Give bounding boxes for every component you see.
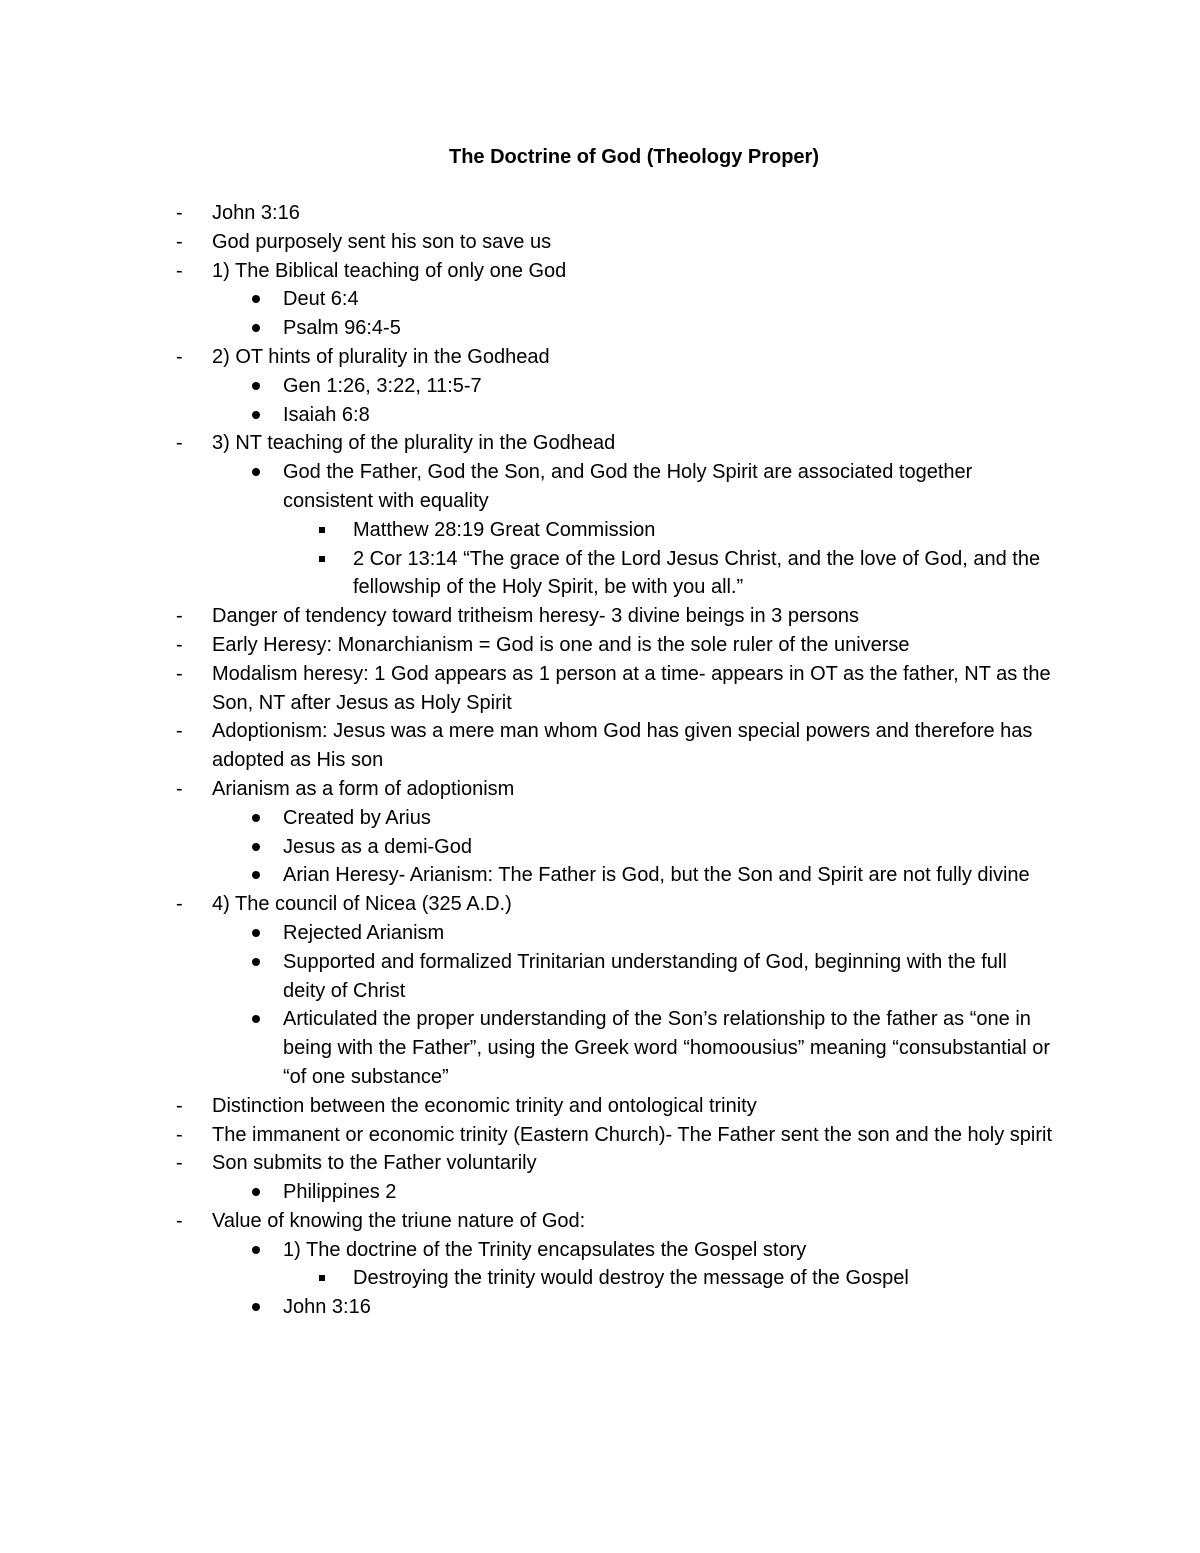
outline-subsubitem (0, 545, 1200, 603)
outline-item (0, 631, 1200, 660)
outline-item (0, 429, 1200, 458)
dash-bullet-icon: - (176, 1123, 183, 1146)
square-bullet-icon (319, 556, 325, 562)
outline-subitem (0, 948, 1200, 1006)
outline-item-text: Destroying the trinity would destroy the message of the Gospel (353, 1267, 909, 1290)
dash-bullet-icon: - (176, 259, 183, 282)
outline-subitem (0, 861, 1200, 890)
round-bullet-icon (252, 1303, 260, 1311)
round-bullet-icon (252, 1015, 260, 1023)
dash-bullet-icon: - (176, 1152, 183, 1175)
outline-item-text: Danger of tendency toward tritheism heresy- 3 divine beings in 3 persons (212, 605, 860, 628)
outline-item-text: Gen 1:26, 3:22, 11:5-7 (283, 374, 482, 397)
dash-bullet-icon: - (176, 1094, 183, 1117)
round-bullet-icon (252, 871, 260, 879)
outline-item-text: 2 Cor 13:14 “The grace of the Lord Jesus Christ, and the love of God, and the fellowship of the Holy Spirit, be with you all.” (353, 547, 1041, 599)
dash-bullet-icon: - (176, 432, 183, 455)
outline-item-text: God purposely sent his son to save us (212, 230, 552, 253)
dash-bullet-icon: - (176, 777, 183, 800)
outline-subitem (0, 1236, 1200, 1265)
outline-subitem (0, 401, 1200, 430)
outline-subitem (0, 1005, 1200, 1091)
outline-item-text: Isaiah 6:8 (283, 403, 370, 426)
outline-item-text: 1) The doctrine of the Trinity encapsulates the Gospel story (283, 1238, 807, 1261)
outline-item-text: Philippines 2 (283, 1181, 397, 1204)
outline-item-text: The immanent or economic trinity (Eastern Church)- The Father sent the son and the holy spirit (212, 1123, 1053, 1146)
dash-bullet-icon: - (176, 605, 183, 628)
outline-item-text: Supported and formalized Trinitarian understanding of God, beginning with the full deity of Christ (283, 950, 1007, 1002)
outline-item (0, 602, 1200, 631)
outline-item-text: 3) NT teaching of the plurality in the Godhead (212, 432, 616, 455)
outline-item-text: 1) The Biblical teaching of only one God (212, 259, 567, 282)
outline-subitem (0, 458, 1200, 516)
outline-item (0, 1121, 1200, 1150)
outline-item (0, 228, 1200, 257)
outline-item-text: Created by Arius (283, 806, 431, 829)
dash-bullet-icon: - (176, 1209, 183, 1232)
outline-item (0, 257, 1200, 286)
outline-subitem (0, 833, 1200, 862)
outline-item-text: Matthew 28:19 Great Commission (353, 518, 656, 541)
outline-subsubitem (0, 516, 1200, 545)
dash-bullet-icon: - (176, 345, 183, 368)
outline-item (0, 660, 1200, 718)
outline-item-text: God the Father, God the Son, and God the Holy Spirit are associated together consistent with equality (283, 461, 973, 512)
outline-item (0, 717, 1200, 775)
outline-item (0, 775, 1200, 804)
outline-subitem (0, 285, 1200, 314)
outline-item-text: Distinction between the economic trinity and ontological trinity (212, 1094, 757, 1117)
outline-item-text: Articulated the proper understanding of the Son’s relationship to the father as “one in being with the Father”, using the Greek word “homoousius” meaning “consubstantial or “of one substance” (283, 1008, 1051, 1088)
round-bullet-icon (252, 843, 260, 851)
outline-item-text: Psalm 96:4-5 (283, 317, 401, 340)
outline-subsubitem (0, 1264, 1200, 1293)
outline-item (0, 343, 1200, 372)
outline-subitem (0, 804, 1200, 833)
outline-subitem (0, 1293, 1200, 1322)
outline-item-text: Adoptionism: Jesus was a mere man whom God has given special powers and therefore has adopted as His son (212, 720, 1033, 772)
document-title: The Doctrine of God (Theology Proper) (449, 146, 819, 168)
outline-item-text: 4) The council of Nicea (325 A.D.) (212, 893, 512, 916)
outline-item (0, 199, 1200, 228)
outline-list (0, 199, 1200, 1322)
round-bullet-icon (252, 958, 260, 966)
outline-subitem (0, 1178, 1200, 1207)
round-bullet-icon (252, 295, 260, 303)
dash-bullet-icon: - (176, 230, 183, 253)
outline-item-text: John 3:16 (212, 202, 300, 224)
outline-item (0, 1092, 1200, 1121)
outline-item-text: Deut 6:4 (283, 288, 359, 311)
outline-item-text: Early Heresy: Monarchianism = God is one and is the sole ruler of the universe (212, 633, 910, 656)
round-bullet-icon (252, 929, 260, 937)
outline-item-text: Arianism as a form of adoptionism (212, 777, 515, 800)
outline-item (0, 890, 1200, 919)
round-bullet-icon (252, 814, 260, 822)
round-bullet-icon (252, 468, 260, 476)
outline-item-text: Modalism heresy: 1 God appears as 1 person at a time- appears in OT as the father, NT as the Son, NT after Jesus as Holy Spirit (212, 662, 1051, 714)
outline-item-text: Jesus as a demi-God (283, 835, 472, 858)
dash-bullet-icon: - (176, 202, 183, 224)
square-bullet-icon (319, 1275, 325, 1281)
outline-item-text: 2) OT hints of plurality in the Godhead (212, 345, 550, 368)
dash-bullet-icon: - (176, 633, 183, 656)
outline-item-text: Value of knowing the triune nature of God: (212, 1209, 586, 1232)
outline-item (0, 1149, 1200, 1178)
outline-subitem (0, 919, 1200, 948)
dash-bullet-icon: - (176, 662, 183, 685)
outline-subitem (0, 314, 1200, 343)
dash-bullet-icon: - (176, 720, 183, 743)
round-bullet-icon (252, 324, 260, 332)
round-bullet-icon (252, 411, 260, 419)
dash-bullet-icon: - (176, 893, 183, 916)
outline-item (0, 1207, 1200, 1236)
outline-subitem (0, 372, 1200, 401)
round-bullet-icon (252, 1246, 260, 1254)
outline-item-text: Son submits to the Father voluntarily (212, 1152, 537, 1175)
square-bullet-icon (319, 527, 325, 533)
outline-item-text: Rejected Arianism (283, 921, 445, 944)
outline-item-text: John 3:16 (283, 1296, 371, 1319)
round-bullet-icon (252, 1188, 260, 1196)
round-bullet-icon (252, 382, 260, 390)
outline-item-text: Arian Heresy- Arianism: The Father is God, but the Son and Spirit are not fully divine (283, 864, 1030, 887)
